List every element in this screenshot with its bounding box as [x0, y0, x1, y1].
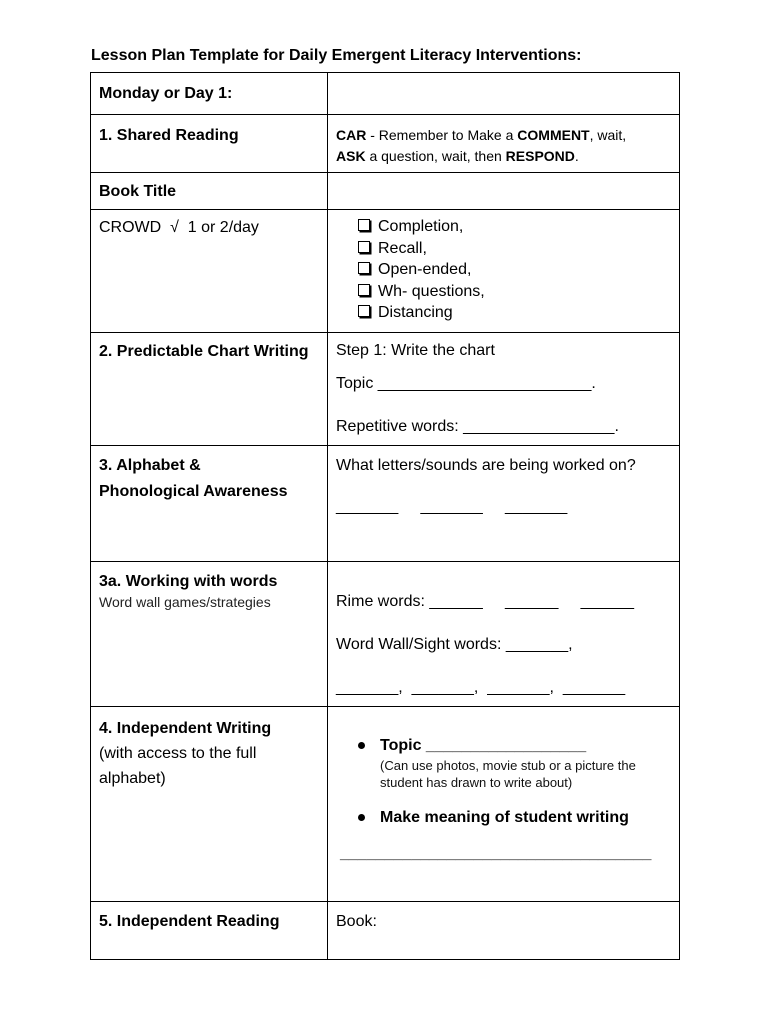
writing-answer-line[interactable]: ___________________________________ — [340, 845, 652, 862]
row-working-with-words — [91, 562, 680, 707]
day-label: Monday or Day 1: — [99, 85, 233, 102]
checklist-item[interactable] — [358, 281, 679, 303]
alphabet-label-2: Phonological Awareness — [99, 483, 288, 500]
ask-keyword: ASK — [336, 148, 366, 164]
reading-label: 5. Independent Reading — [99, 913, 280, 930]
writing-sublabel: (with access to the full alphabet) — [99, 745, 257, 787]
writing-bullets — [328, 707, 679, 827]
checklist-item[interactable] — [358, 259, 679, 281]
checklist-item-label: Completion, — [378, 218, 464, 235]
row-book-title — [91, 173, 680, 210]
alphabet-label-1: 3. Alphabet & — [99, 457, 201, 474]
checkbox-icon[interactable] — [358, 305, 370, 317]
row-day — [91, 73, 680, 115]
checkbox-icon[interactable] — [358, 284, 370, 296]
book-title-label: Book Title — [99, 183, 177, 200]
crowd-checklist — [328, 210, 679, 324]
reading-book-cell[interactable] — [328, 902, 680, 960]
checklist-item[interactable] — [358, 216, 679, 238]
bullet-icon — [358, 814, 365, 821]
shared-reading-label: 1. Shared Reading — [99, 127, 239, 144]
sight-words[interactable]: Word Wall/Sight words: _______, — [336, 636, 573, 653]
checkbox-icon[interactable] — [358, 262, 370, 274]
car-text-1: - Remember to Make a — [366, 127, 518, 143]
reading-book: Book: — [336, 913, 377, 930]
checklist-item-label: Recall, — [378, 239, 427, 257]
day-label-cell — [91, 73, 328, 115]
checklist-item-label: Wh- questions, — [378, 282, 485, 300]
car-keyword: CAR — [336, 127, 367, 143]
day-value-cell[interactable] — [328, 73, 680, 115]
writing-meaning-item — [358, 809, 679, 827]
words-label: 3a. Working with words — [99, 573, 278, 590]
alphabet-blanks[interactable]: _______ _______ _______ — [336, 498, 568, 515]
writing-note: (Can use photos, movie stub or a picture the student has drawn to write about) — [380, 758, 636, 790]
row-crowd — [91, 210, 680, 333]
writing-label: 4. Independent Writing — [99, 720, 272, 737]
comment-keyword: COMMENT — [517, 127, 590, 143]
car-instructions — [328, 115, 679, 167]
more-sight-words[interactable]: _______, _______, _______, _______ — [336, 679, 626, 696]
words-sublabel: Word wall games/strategies — [99, 594, 271, 610]
rime-words[interactable]: Rime words: ______ ______ ______ — [336, 593, 634, 610]
chart-label: 2. Predictable Chart Writing — [99, 343, 309, 360]
row-independent-reading — [91, 902, 680, 960]
chart-repetitive-words[interactable]: Repetitive words: _________________. — [336, 418, 619, 435]
alphabet-question: What letters/sounds are being worked on? — [336, 457, 636, 474]
checklist-item-label: Distancing — [378, 304, 453, 321]
checkbox-icon[interactable] — [358, 241, 370, 253]
lesson-plan-table — [90, 72, 680, 960]
crowd-label: CROWD √ 1 or 2/day — [99, 219, 259, 236]
day-value — [328, 73, 679, 81]
writing-topic-item — [358, 737, 679, 791]
car-text-3: a question, wait, then — [365, 148, 506, 164]
chart-topic[interactable]: Topic ________________________. — [336, 375, 596, 392]
respond-keyword: RESPOND — [505, 148, 575, 164]
book-title-value — [328, 173, 679, 181]
page-title: Lesson Plan Template for Daily Emergent Literacy Interventions: — [91, 47, 582, 64]
writing-meaning: Make meaning of student writing — [380, 809, 629, 826]
checklist-item[interactable] — [358, 238, 679, 260]
car-text-2: , wait, — [589, 127, 627, 143]
writing-topic[interactable]: Topic __________________ — [380, 737, 587, 754]
bullet-icon — [358, 742, 365, 749]
book-title-value-cell[interactable] — [328, 173, 680, 210]
row-alphabet — [91, 446, 680, 562]
checklist-item-label: Open-ended, — [378, 261, 472, 278]
row-predictable-chart — [91, 333, 680, 446]
checkbox-icon[interactable] — [358, 219, 370, 231]
row-shared-reading — [91, 115, 680, 173]
checklist-item[interactable] — [358, 302, 679, 324]
row-independent-writing — [91, 707, 680, 902]
car-text-4: . — [574, 148, 579, 164]
chart-step: Step 1: Write the chart — [336, 342, 495, 359]
